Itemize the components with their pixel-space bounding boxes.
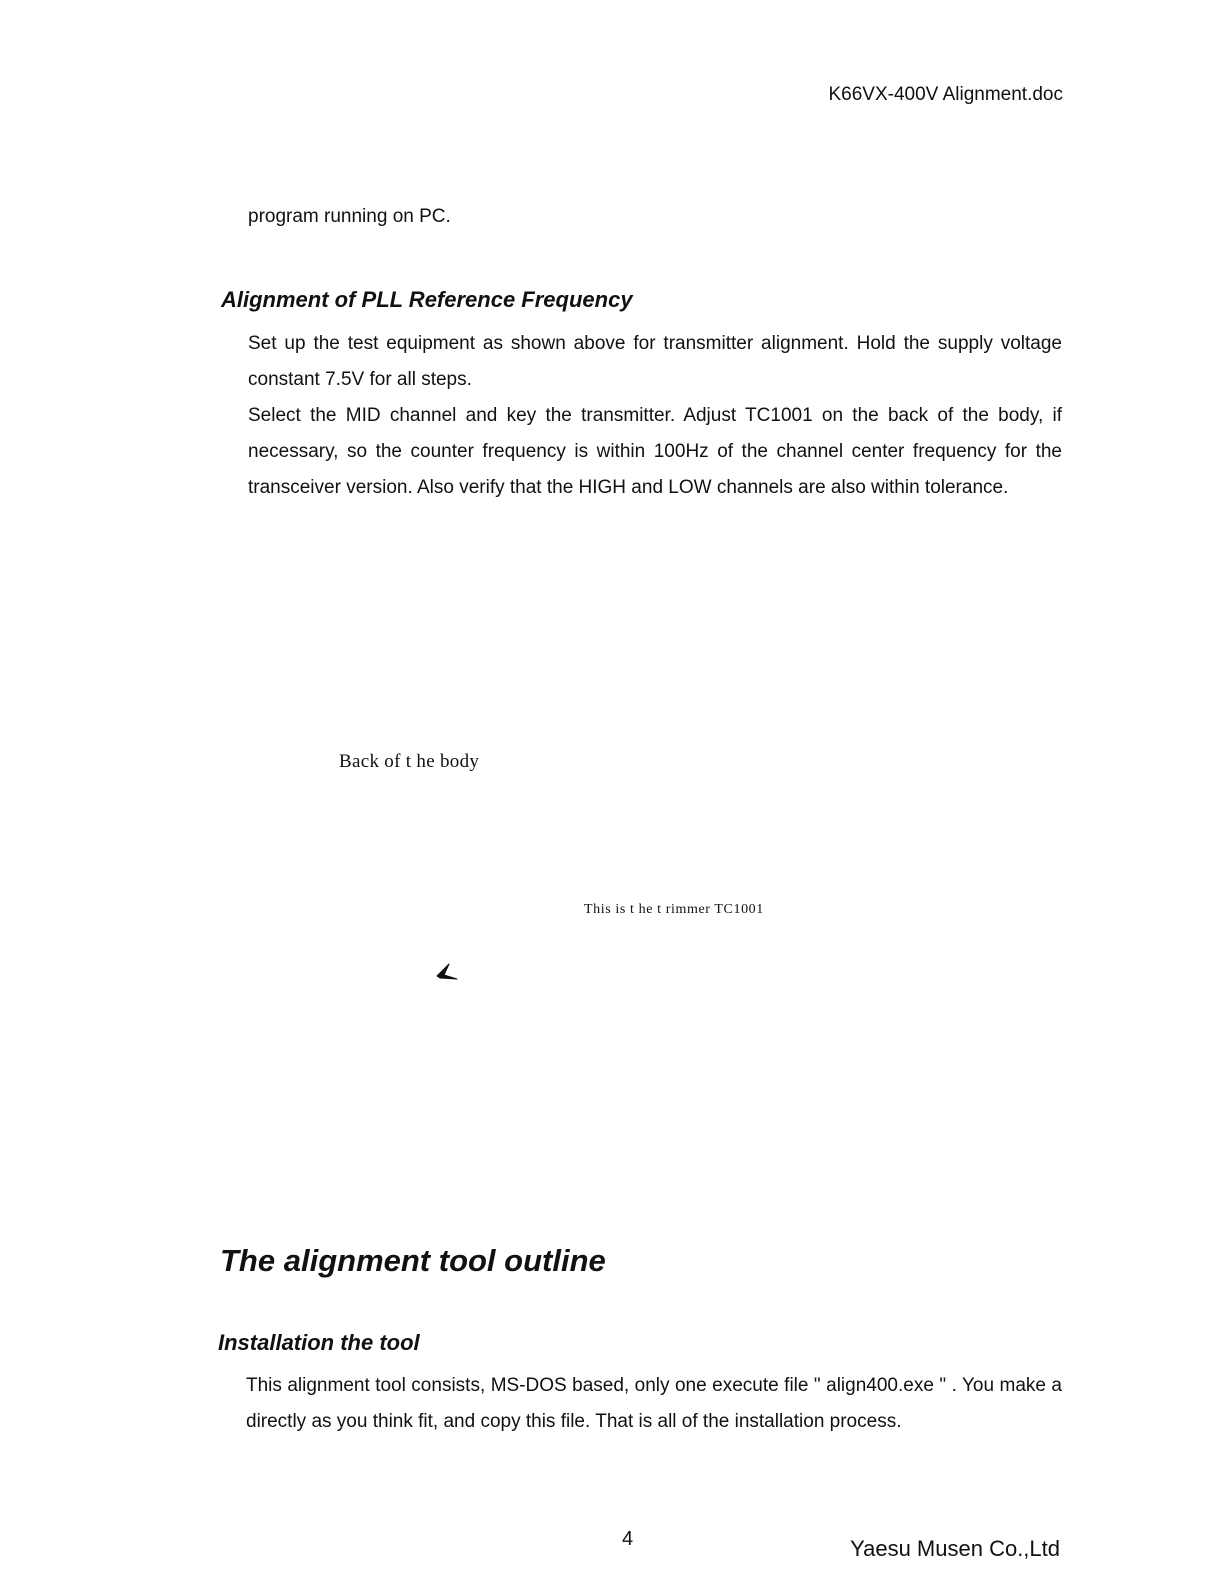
document-filename: K66VX-400V Alignment.doc (828, 84, 1063, 105)
installation-paragraph: This alignment tool consists, MS-DOS based, only one execute file " align400.exe " . You make a directly as you think fit, and copy this file. That is all of the installation process. (246, 1375, 1062, 1432)
continuation-text: program running on PC. (248, 206, 451, 227)
installation-heading: Installation the tool (218, 1330, 420, 1355)
tool-outline-heading: The alignment tool outline (220, 1243, 606, 1278)
pll-section-heading: Alignment of PLL Reference Frequency (221, 287, 633, 312)
pll-paragraph-adjust: Select the MID channel and key the transmitter. Adjust TC1001 on the back of the body, if necessary, so the counter frequency is within 100Hz of the channel center frequency for the transceiver version. Also verify that the HIGH and LOW channels are also within tolerance. (248, 405, 1062, 498)
figure-caption-back-of-body: Back of t he body (339, 751, 480, 772)
pll-section-body (248, 326, 1062, 506)
arrow-pointer-icon (436, 962, 458, 982)
figure-caption-trimmer: This is t he t rimmer TC1001 (584, 902, 764, 917)
pll-paragraph-setup: Set up the test equipment as shown above for transmitter alignment. Hold the supply voltage constant 7.5V for all steps. (248, 333, 1062, 390)
page-number: 4 (622, 1528, 634, 1550)
company-name: Yaesu Musen Co.,Ltd (850, 1536, 1060, 1561)
